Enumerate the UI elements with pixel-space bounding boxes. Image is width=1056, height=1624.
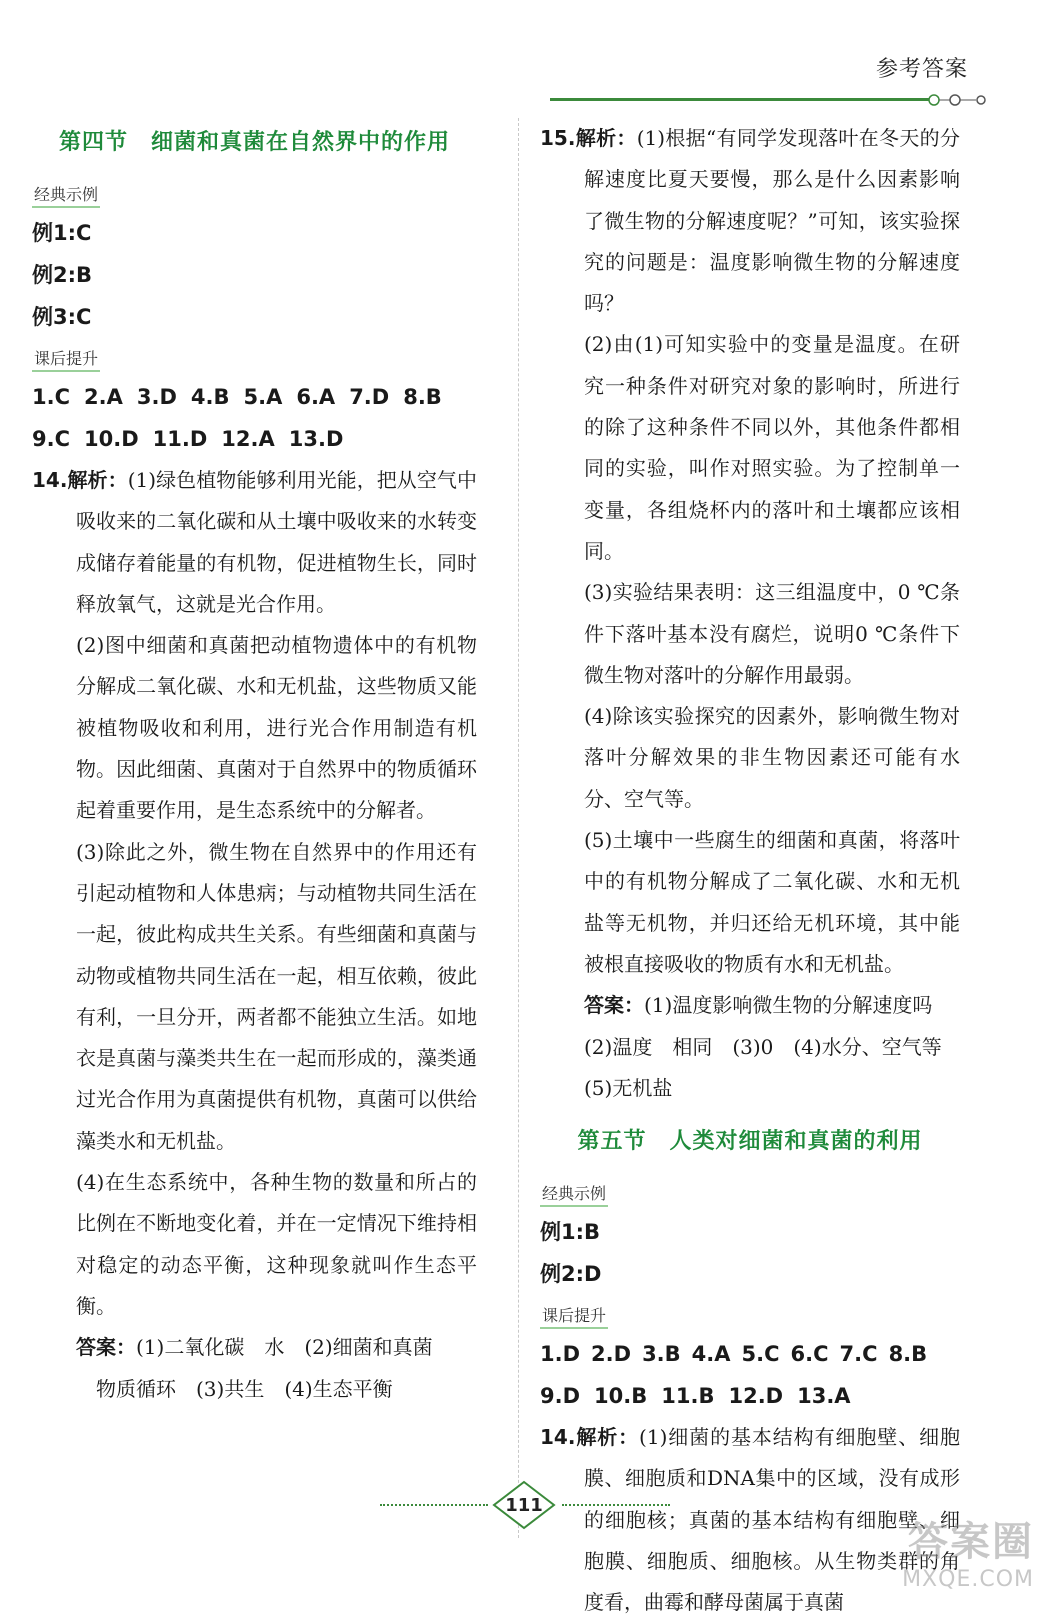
answers-row [540,1333,960,1375]
left-column [32,118,477,1410]
analysis-text: (1)绿色植物能够利用光能，把从空气中吸收来的二氧化碳和从土壤中吸收来的水转变成储存着能量的有机物，促进植物生长，同时释放氧气，这就是光合作用。 [76,468,477,616]
answer-item: 10.B [594,1384,648,1409]
question-15-analysis-p4: (4)除该实验探究的因素外，影响微生物对落叶分解效果的非生物因素还可能有水分、空气等。 [584,704,960,811]
question-14-analysis-p4: (4)在生态系统中，各种生物的数量和所占的比例在不断地变化着，并在一定情况下维持相对稳定的动态平衡，这种现象就叫作生态平衡。 [76,1170,477,1318]
example-answer: 例2:D [540,1262,602,1287]
answer-item: 6.A [296,385,336,409]
analysis-label: 解析： [67,468,128,492]
footer-dotted-rule [380,1504,488,1506]
answer-item: 3.B [642,1342,681,1367]
header-dots-ornament [928,90,998,110]
answer-item: 8.B [888,1342,928,1367]
analysis-label: 解析： [575,126,637,150]
analysis-text: (1)根据“有同学发现落叶在冬天的分解速度比夏天要慢，那么是什么因素影响了微生物的分解速度呢？”可知，该实验探究的问题是：温度影响微生物的分解速度吗？ [584,126,960,316]
question-15-analysis-p2: (2)由(1)可知实验中的变量是温度。在研究一种条件对研究对象的影响时，所进行的除了这种条件不同以外，其他条件都相同的实验，叫作对照实验。为了控制单一变量，各组烧杯内的落叶和土壤都应该相同。 [584,332,960,563]
question-14-analysis-p1 [32,460,477,625]
answer-label: 答案： [76,1335,136,1360]
answer-item: 13.D [288,427,344,451]
answer-item: 2.A [84,385,123,409]
question-15-analysis-p5: (5)土壤中一些腐生的细菌和真菌，将落叶中的有机物分解成了二氧化碳、水和无机盐等无机物，并归还给无机环境，其中能被根直接吸收的物质有水和无机盐。 [584,828,960,976]
answer-label: 答案： [584,993,644,1018]
question-14-answer-cont: 物质循环 (3)共生 (4)生态平衡 [96,1376,393,1401]
answer-item: 10.D [84,427,139,451]
answers-row [32,376,477,418]
answer-item: 12.A [221,427,275,451]
question-14-analysis-p2: (2)图中细菌和真菌把动植物遗体中的有机物分解成二氧化碳、水和无机盐，这些物质又能被植物吸收和利用，进行光合作用制造有机物。因此细菌、真菌对于自然界中的物质循环起着重要作用，是生态系统中的分解者。 [76,633,477,823]
section-title: 第四节 细菌和真菌在自然界中的作用 [58,130,450,155]
watermark-text: 答案圈 [908,1519,1034,1565]
answer-item: 4.B [190,385,230,409]
answer-item: 9.C [32,427,71,451]
answer-text: (1)二氧化碳 水 (2)细菌和真菌 [136,1335,433,1360]
watermark-logo [844,1510,1034,1590]
analysis-label: 解析： [575,1425,640,1450]
after-class-label: 课后提升 [540,1303,608,1329]
answer-item: 4.A [691,1342,731,1367]
analysis-text: (1)细菌的基本结构有细胞壁、细胞膜、细胞质和DNA集中的区域，没有成形的细胞核；真菌的基本结构有细胞壁、细胞膜、细胞质、细胞核。从生物类群的角度看，曲霉和酵母菌属于真菌 [584,1425,960,1615]
header-title: 参考答案 [875,57,968,82]
answer-item: 1.C [32,385,71,409]
question-number: 15. [540,126,576,150]
answers-row [540,1375,960,1417]
answer-item: 12.D [728,1384,784,1409]
answer-item: 2.D [591,1342,632,1367]
answer-item: 11.D [152,427,208,451]
answer-item: 1.D [540,1342,581,1367]
question-14-analysis-p3: (3)除此之外，微生物在自然界中的作用还有引起动植物和人体患病；与动植物共同生活在一起，彼此构成共生关系。有些细菌和真菌与动物或植物共同生活在一起，相互依赖，彼此有利，一旦分开，两者都不能独立生活。如地衣是真菌与藻类共生在一起而形成的，藻类通过光合作用为真菌提供有机物，真菌可以供给藻类水和无机盐。 [76,839,477,1153]
answer-item: 13.A [797,1384,851,1409]
footer-dotted-rule [562,1504,670,1506]
question-15-answer [540,985,960,1026]
right-column [540,118,960,1624]
question-15-answer-cont: (5)无机盐 [584,1075,673,1100]
answers-row [32,418,477,460]
question-15-answer-cont: (2)温度 相同 (3)0 (4)水分、空气等 [584,1034,942,1059]
page-number: 111 [505,1494,543,1516]
answer-item: 7.C [839,1342,878,1367]
answer-item: 3.D [136,385,177,409]
question-15-analysis-p3: (3)实验结果表明：这三组温度中，0 ℃条件下落叶基本没有腐烂，说明0 ℃条件下微生物对落叶的分解作用最弱。 [584,580,960,687]
section-title: 第五节 人类对细菌和真菌的利用 [577,1129,923,1155]
answer-item: 8.B [403,385,442,409]
answer-item: 6.C [790,1342,829,1367]
after-class-label: 课后提升 [32,346,100,372]
answer-text: (1)温度影响微生物的分解速度吗 [644,993,933,1018]
question-15-analysis-p1 [540,118,960,324]
answer-item: 7.D [349,385,390,409]
example-answer: 例3:C [32,305,92,329]
answer-item: 11.B [661,1384,715,1409]
answer-item: 5.A [243,385,283,409]
example-answer: 例2:B [32,263,93,287]
example-answer: 例1:C [32,221,92,245]
watermark-url: MXQE.COM [902,1567,1034,1592]
answer-item: 5.C [741,1342,780,1367]
answer-item: 9.D [540,1384,581,1409]
question-number: 14. [540,1425,576,1450]
example-answer: 例1:B [540,1220,601,1245]
question-number: 14. [32,468,68,492]
header-rule [550,98,935,101]
classic-examples-label: 经典示例 [540,1181,608,1207]
page-number-footer [380,1480,670,1530]
classic-examples-label: 经典示例 [32,182,100,208]
column-divider [518,118,519,1538]
question-14-answer [32,1327,477,1368]
